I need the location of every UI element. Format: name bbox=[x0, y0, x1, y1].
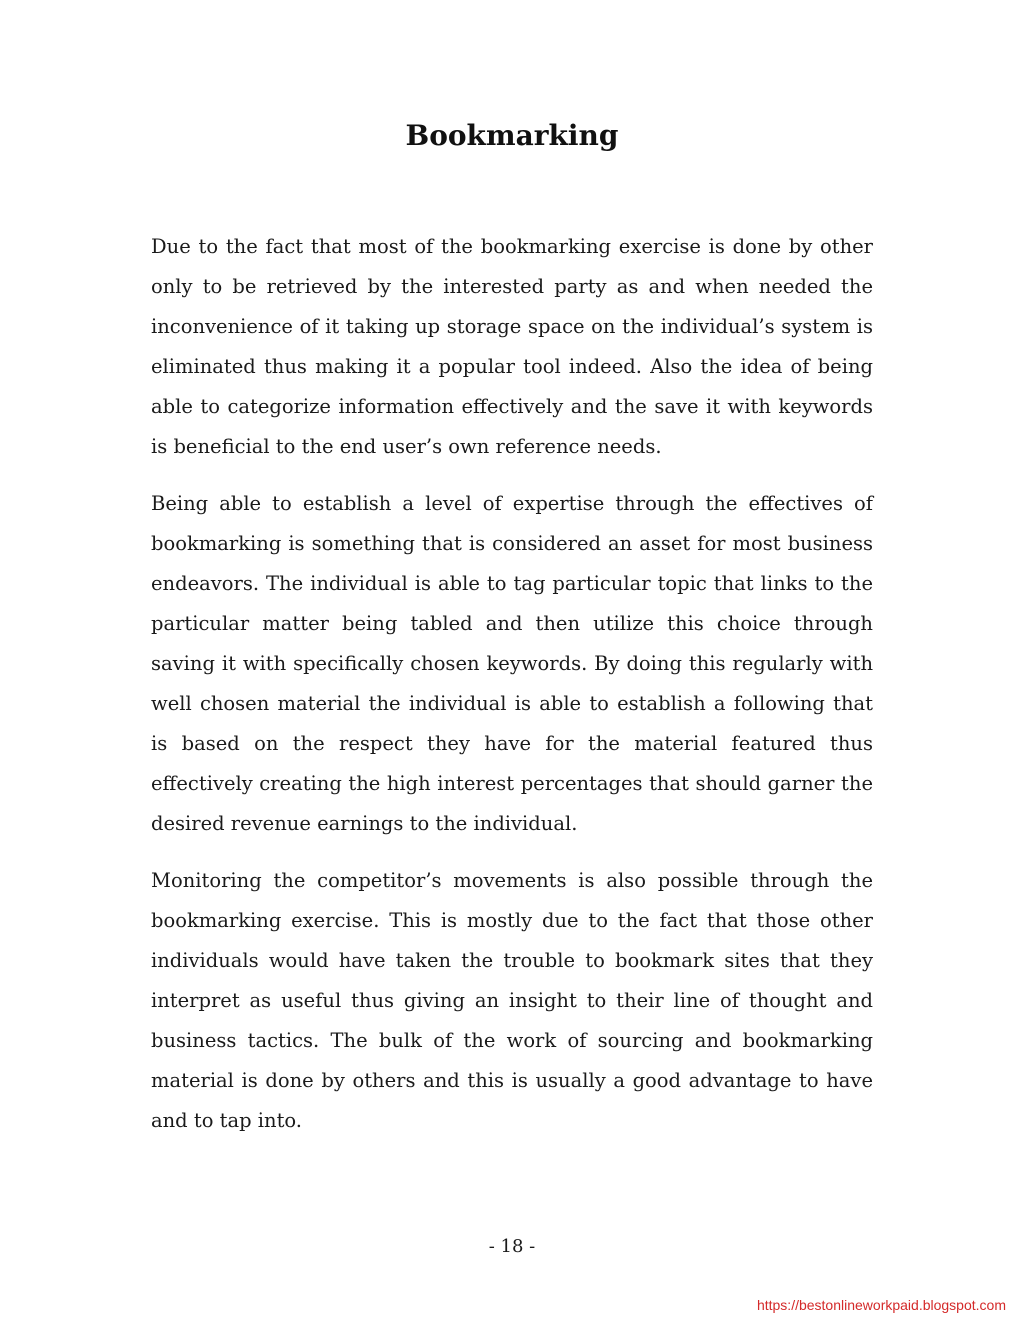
paragraph-1: Due to the fact that most of the bookmarking exercise is done by other only to be retrieved by the interested party as and when needed the inconvenience of it taking up storage space on the individual’s system is eliminated thus making it a popular tool indeed. Also the idea of being able to categorize information effectively and the save it with keywords is beneficial to the end user’s own reference needs. bbox=[151, 235, 873, 458]
paragraph-3: Monitoring the competitor’s movements is also possible through the bookmarking exercise. This is mostly due to the fact that those other individuals would have taken the trouble to bookmark sites that they interpret as useful thus giving an insight to their line of thought and business tactics. The bulk of the work of sourcing and bookmarking material is done by others and this is usually a good advantage to have and to tap into. bbox=[151, 869, 873, 1132]
page-number: - 18 - bbox=[488, 1236, 536, 1257]
page-title: Bookmarking bbox=[405, 119, 619, 152]
document-body bbox=[151, 227, 873, 1158]
paragraph-2: Being able to establish a level of expertise through the effectives of bookmarking is something that is considered an asset for most business endeavors. The individual is able to tag particular topic that links to the particular matter being tabled and then utilize this choice through saving it with specifically chosen keywords. By doing this regularly with well chosen material the individual is able to establish a following that is based on the respect they have for the material featured thus effectively creating the high interest percentages that should garner the desired revenue earnings to the individual. bbox=[151, 492, 873, 835]
footer-url-link[interactable]: https://bestonlineworkpaid.blogspot.com bbox=[756, 1297, 1006, 1313]
